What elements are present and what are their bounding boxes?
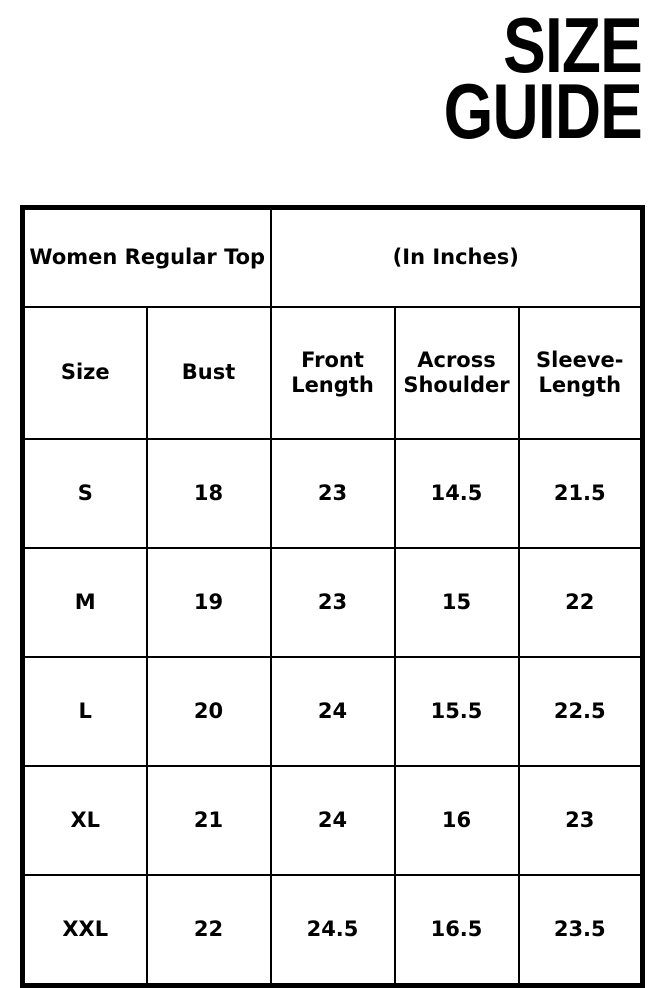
table-row	[23, 439, 643, 548]
cell-across-shoulder: 16.5	[395, 875, 519, 986]
cell-front-length: 24	[271, 766, 395, 875]
cell-size: XXL	[23, 875, 147, 986]
cell-sleeve-length: 22	[519, 548, 643, 657]
table-row-header-category	[23, 208, 643, 308]
cell-size: XL	[23, 766, 147, 875]
cell-front-length: 23	[271, 439, 395, 548]
cell-bust: 22	[147, 875, 271, 986]
title-line-guide: GUIDE	[443, 66, 642, 155]
table-row	[23, 766, 643, 875]
column-header-size: Size	[23, 307, 147, 439]
cell-sleeve-length: 23.5	[519, 875, 643, 986]
cell-front-length: 24	[271, 657, 395, 766]
table-row	[23, 657, 643, 766]
size-chart-table	[20, 205, 645, 988]
cell-bust: 19	[147, 548, 271, 657]
column-header-across-shoulder: Across Shoulder	[395, 307, 519, 439]
cell-sleeve-length: 23	[519, 766, 643, 875]
table-row-column-headers	[23, 307, 643, 439]
cell-across-shoulder: 15	[395, 548, 519, 657]
column-header-front-length: Front Length	[271, 307, 395, 439]
units-label: (In Inches)	[271, 208, 643, 308]
cell-size: L	[23, 657, 147, 766]
cell-across-shoulder: 15.5	[395, 657, 519, 766]
cell-across-shoulder: 16	[395, 766, 519, 875]
cell-bust: 21	[147, 766, 271, 875]
title-line-size: SIZE	[503, 1, 642, 89]
cell-front-length: 23	[271, 548, 395, 657]
page-title	[400, 1, 642, 155]
table-row	[23, 875, 643, 986]
cell-size: S	[23, 439, 147, 548]
cell-bust: 18	[147, 439, 271, 548]
cell-bust: 20	[147, 657, 271, 766]
column-header-sleeve-length: Sleeve-Length	[519, 307, 643, 439]
column-header-bust: Bust	[147, 307, 271, 439]
cell-size: M	[23, 548, 147, 657]
table-row	[23, 548, 643, 657]
size-chart-container	[20, 205, 640, 988]
cell-sleeve-length: 22.5	[519, 657, 643, 766]
cell-front-length: 24.5	[271, 875, 395, 986]
cell-across-shoulder: 14.5	[395, 439, 519, 548]
cell-sleeve-length: 21.5	[519, 439, 643, 548]
category-label: Women Regular Top	[23, 208, 271, 308]
